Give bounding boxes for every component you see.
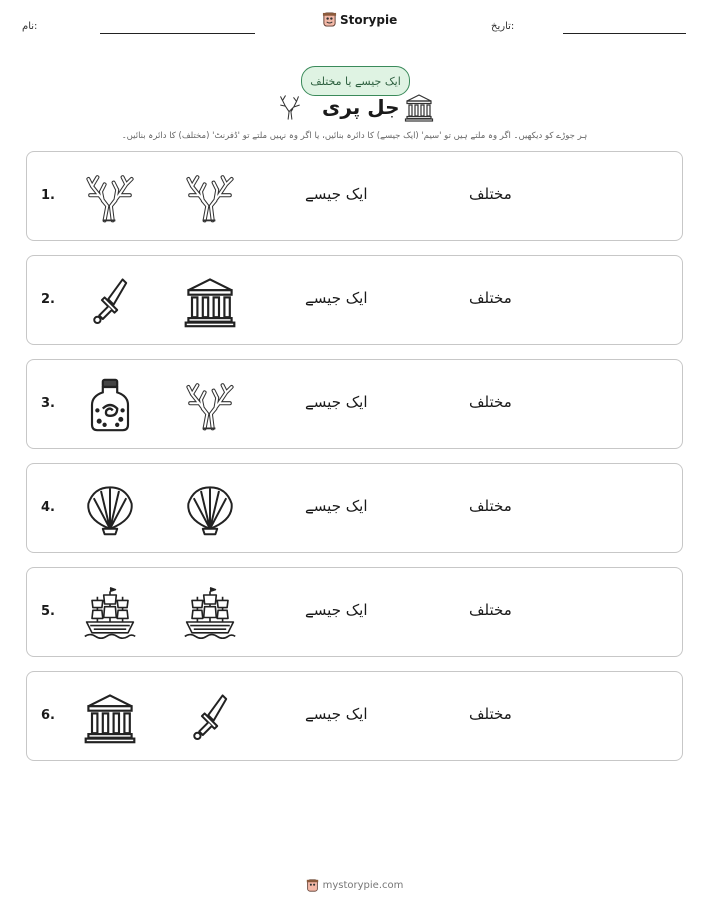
same-option[interactable]: ایک جیسے: [305, 289, 368, 307]
different-option[interactable]: مختلف: [469, 393, 512, 411]
seashell-icon: [83, 482, 137, 536]
question-number: 6.: [41, 708, 55, 723]
footer-url[interactable]: mystorypie.com: [322, 880, 404, 891]
question-number: 4.: [41, 500, 55, 515]
question-row: [26, 255, 683, 345]
same-option[interactable]: ایک جیسے: [305, 497, 368, 515]
page-title: جل پری: [322, 95, 400, 119]
instructions: ہر جوڑے کو دیکھیں۔ اگر وہ ملتے ہیں تو 'سیم' (ایک جیسے) کا دائرہ بنائیں، یا اگر وہ نہیں ملتے تو 'ڈفرنٹ' (مختلف) کا دائرہ بنائیں۔: [121, 131, 588, 141]
question-number: 2.: [41, 292, 55, 307]
question-row: [26, 359, 683, 449]
same-option[interactable]: ایک جیسے: [305, 601, 368, 619]
same-option[interactable]: ایک جیسے: [305, 705, 368, 723]
coral-icon: [83, 170, 137, 224]
question-number: 1.: [41, 188, 55, 203]
question-row: [26, 463, 683, 553]
different-option[interactable]: مختلف: [469, 497, 512, 515]
storypie-mascot-icon: [322, 12, 337, 27]
storypie-mascot-icon: [306, 879, 319, 892]
title-coral-icon: [276, 93, 304, 121]
title-temple-icon: [404, 92, 434, 122]
same-option[interactable]: ایک جیسے: [305, 393, 368, 411]
different-option[interactable]: مختلف: [469, 601, 512, 619]
question-row: [26, 671, 683, 761]
dagger-icon: [83, 274, 137, 328]
different-option[interactable]: مختلف: [469, 705, 512, 723]
topic-pill: ایک جیسے یا مختلف: [301, 66, 410, 96]
coral-icon: [183, 378, 237, 432]
question-row: [26, 567, 683, 657]
temple-icon: [183, 274, 237, 328]
question-number: 3.: [41, 396, 55, 411]
brand-name: Storypie: [340, 12, 398, 27]
ship-icon: [183, 586, 237, 640]
date-label: تاریخ:: [491, 21, 515, 32]
different-option[interactable]: مختلف: [469, 185, 512, 203]
date-line[interactable]: [563, 33, 686, 34]
name-line[interactable]: [100, 33, 255, 34]
same-option[interactable]: ایک جیسے: [305, 185, 368, 203]
question-row: [26, 151, 683, 241]
seashell-icon: [183, 482, 237, 536]
coral-icon: [183, 170, 237, 224]
dagger-icon: [183, 690, 237, 744]
ship-icon: [83, 586, 137, 640]
name-label: نام:: [22, 21, 38, 32]
brand-logo: [322, 12, 397, 27]
different-option[interactable]: مختلف: [469, 289, 512, 307]
question-number: 5.: [41, 604, 55, 619]
bottle-icon: [83, 378, 137, 432]
footer: [0, 879, 709, 892]
temple-icon: [83, 690, 137, 744]
